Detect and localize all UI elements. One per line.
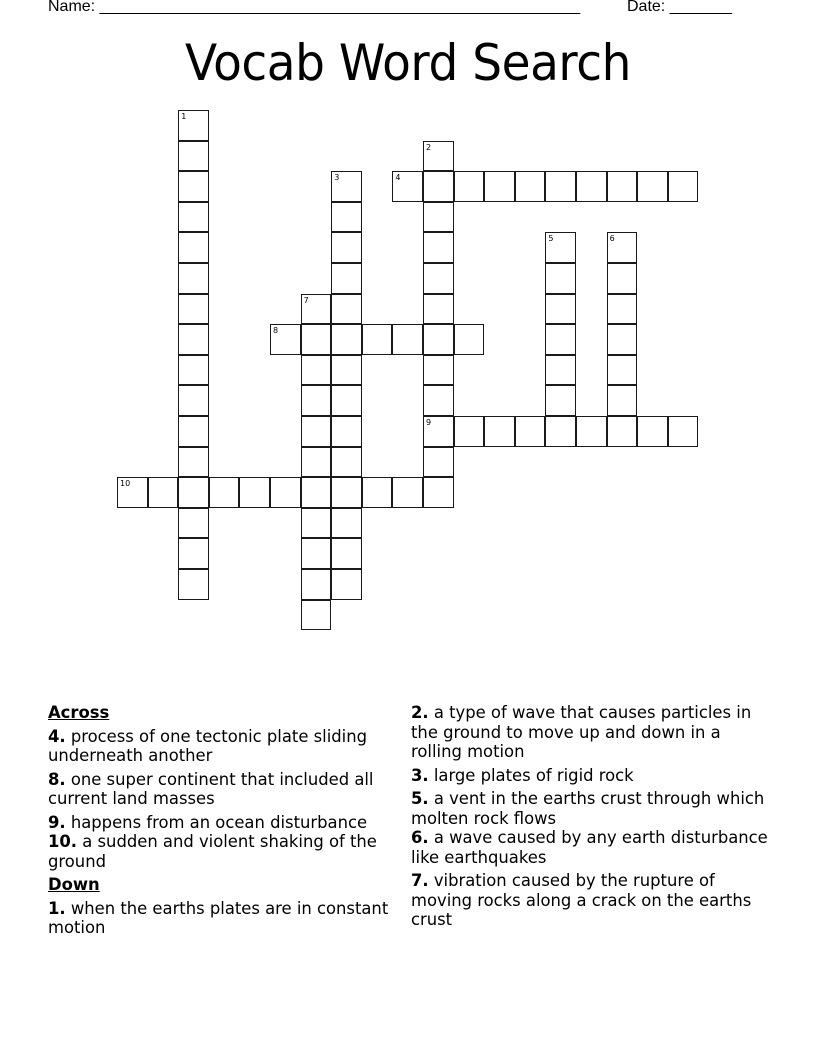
crossword-cell[interactable] (637, 171, 668, 202)
cell-number: 9 (426, 418, 432, 427)
header (48, 0, 768, 18)
clue-number: 8. (48, 769, 66, 789)
crossword-cell[interactable] (423, 171, 454, 202)
clue-number: 1. (48, 898, 66, 918)
clue-number: 7. (411, 871, 429, 890)
cell-number: 1 (181, 112, 187, 121)
crossword-cell[interactable] (607, 324, 638, 355)
crossword-cell[interactable] (331, 385, 362, 416)
clue-text: process of one tectonic plate sliding underneath another (48, 726, 368, 765)
crossword-cell[interactable] (607, 385, 638, 416)
crossword-cell[interactable] (301, 538, 332, 569)
crossword-cell[interactable] (331, 538, 362, 569)
across-heading: Across (48, 703, 110, 722)
cell-number: 3 (334, 173, 340, 183)
crossword-cell[interactable] (454, 324, 485, 355)
crossword-cell[interactable] (362, 324, 393, 355)
crossword-cell[interactable] (423, 385, 454, 416)
clue-down-3 (411, 766, 771, 786)
crossword-cell[interactable] (178, 385, 209, 416)
crossword-cell[interactable] (545, 324, 576, 355)
crossword-cell[interactable] (301, 324, 332, 355)
crossword-cell[interactable] (331, 569, 362, 600)
crossword-cell[interactable] (423, 324, 454, 355)
crossword-cell[interactable] (545, 263, 576, 294)
crossword-cell[interactable] (301, 385, 332, 416)
crossword-cell[interactable] (178, 355, 209, 386)
crossword-cell[interactable] (270, 324, 301, 355)
crossword-cell[interactable] (545, 416, 576, 447)
crossword-cell[interactable] (423, 477, 454, 508)
clue-down-5 (411, 789, 771, 828)
crossword-cell[interactable] (331, 447, 362, 478)
crossword-cell[interactable] (576, 171, 607, 202)
crossword-cell[interactable] (178, 569, 209, 600)
crossword-cell[interactable] (331, 324, 362, 355)
crossword-cell[interactable] (545, 385, 576, 416)
crossword-cell[interactable] (423, 141, 454, 172)
crossword-cell[interactable] (545, 171, 576, 202)
crossword-cell[interactable] (178, 232, 209, 263)
date-field[interactable]: Date: _______ (627, 0, 732, 15)
clue-text: one super continent that included all current land masses (48, 769, 374, 808)
crossword-cell[interactable] (331, 355, 362, 386)
crossword-cell[interactable] (607, 294, 638, 325)
crossword-cell[interactable] (484, 171, 515, 202)
clue-number: 9. (48, 812, 66, 832)
down-heading: Down (48, 875, 100, 894)
crossword-cell[interactable] (178, 141, 209, 172)
clue-text: happens from an ocean disturbance (65, 812, 368, 832)
crossword-cell[interactable] (423, 355, 454, 386)
clue-down-2 (411, 703, 771, 762)
clue-across-9 (48, 813, 393, 833)
clue-text: a vent in the earths crust through which molten rock flows (411, 789, 765, 828)
crossword-cell[interactable] (576, 416, 607, 447)
crossword-cell[interactable] (331, 171, 362, 202)
crossword-cell[interactable] (178, 477, 209, 508)
crossword-cell[interactable] (301, 294, 332, 325)
crossword-cell[interactable] (331, 202, 362, 233)
clue-text: vibration caused by the rupture of moving rocks along a crack on the earths crust (411, 871, 752, 929)
crossword-cell[interactable] (301, 508, 332, 539)
crossword-cell[interactable] (331, 294, 362, 325)
cell-number: 7 (303, 295, 309, 305)
crossword-cell[interactable] (178, 447, 209, 478)
clue-text: large plates of rigid rock (428, 765, 634, 785)
crossword-cell[interactable] (545, 232, 576, 263)
clue-down-1 (48, 899, 393, 938)
crossword-cell[interactable] (423, 263, 454, 294)
crossword-cell[interactable] (178, 324, 209, 355)
crossword-cell[interactable] (545, 355, 576, 386)
crossword-cell[interactable] (301, 416, 332, 447)
clue-text: a sudden and violent shaking of the ground (48, 832, 377, 871)
crossword-cell[interactable] (668, 416, 699, 447)
crossword-cell[interactable] (301, 569, 332, 600)
crossword-cell[interactable] (607, 232, 638, 263)
clue-number: 10. (48, 832, 78, 851)
crossword-cell[interactable] (423, 294, 454, 325)
crossword-cell[interactable] (178, 171, 209, 202)
clue-across-10 (48, 832, 393, 871)
crossword-cell[interactable] (484, 416, 515, 447)
crossword-cell[interactable] (454, 416, 485, 447)
crossword-cell[interactable] (423, 416, 454, 447)
crossword-cell[interactable] (423, 447, 454, 478)
crossword-cell[interactable] (148, 477, 179, 508)
clues-column-right (411, 703, 771, 934)
crossword-cell[interactable] (392, 324, 423, 355)
crossword-cell[interactable] (607, 263, 638, 294)
clue-down-6 (411, 828, 771, 867)
clue-text: a type of wave that causes particles in the ground to move up and down in a rolling motion (411, 703, 752, 761)
crossword-cell[interactable] (331, 477, 362, 508)
crossword-cell[interactable] (178, 110, 209, 141)
clue-across-8 (48, 770, 393, 809)
crossword-cell[interactable] (301, 447, 332, 478)
crossword-cell[interactable] (331, 232, 362, 263)
clue-text: when the earths plates are in constant motion (48, 898, 389, 937)
crossword-cell[interactable] (178, 202, 209, 233)
cell-number: 4 (395, 173, 401, 183)
crossword-cell[interactable] (331, 263, 362, 294)
crossword-cell[interactable] (331, 508, 362, 539)
clue-number: 4. (48, 726, 66, 746)
crossword-cell[interactable] (423, 202, 454, 233)
clue-across-4 (48, 727, 393, 766)
clue-down-7 (411, 871, 771, 930)
crossword-cell[interactable] (607, 416, 638, 447)
crossword-cell[interactable] (454, 171, 485, 202)
clue-number: 2. (411, 703, 429, 722)
crossword-cell[interactable] (178, 294, 209, 325)
crossword-cell[interactable] (515, 416, 546, 447)
clue-number: 5. (411, 789, 429, 808)
cell-number: 2 (426, 142, 432, 152)
crossword-cell[interactable] (668, 171, 699, 202)
crossword-cell[interactable] (178, 538, 209, 569)
crossword-cell[interactable] (270, 477, 301, 508)
clue-text: a wave caused by any earth disturbance like earthquakes (411, 828, 768, 867)
crossword-cell[interactable] (637, 416, 668, 447)
crossword-cell[interactable] (178, 263, 209, 294)
crossword-cell[interactable] (178, 416, 209, 447)
cell-number: 8 (273, 326, 279, 336)
crossword-cell[interactable] (515, 171, 546, 202)
crossword-cell[interactable] (607, 355, 638, 386)
cell-number: 10 (120, 479, 131, 489)
cell-number: 5 (548, 234, 554, 244)
clue-number: 3. (411, 765, 429, 785)
page-title: Vocab Word Search (185, 34, 631, 92)
clue-number: 6. (411, 828, 429, 847)
crossword-cell[interactable] (301, 355, 332, 386)
crossword-cell[interactable] (392, 171, 423, 202)
crossword-cell[interactable] (331, 416, 362, 447)
cell-number: 6 (609, 234, 615, 244)
crossword-cell[interactable] (178, 508, 209, 539)
crossword-cell[interactable] (239, 477, 270, 508)
clues-column-left (48, 703, 393, 942)
crossword-cell[interactable] (117, 477, 148, 508)
crossword-cell[interactable] (301, 600, 332, 631)
crossword-cell[interactable] (209, 477, 240, 508)
crossword-cell[interactable] (301, 477, 332, 508)
crossword-cell[interactable] (545, 294, 576, 325)
name-field[interactable]: Name: ______________________________________________________ (48, 0, 581, 15)
crossword-grid (117, 110, 717, 650)
crossword-cell[interactable] (362, 477, 393, 508)
crossword-cell[interactable] (607, 171, 638, 202)
crossword-cell[interactable] (392, 477, 423, 508)
crossword-cell[interactable] (423, 232, 454, 263)
